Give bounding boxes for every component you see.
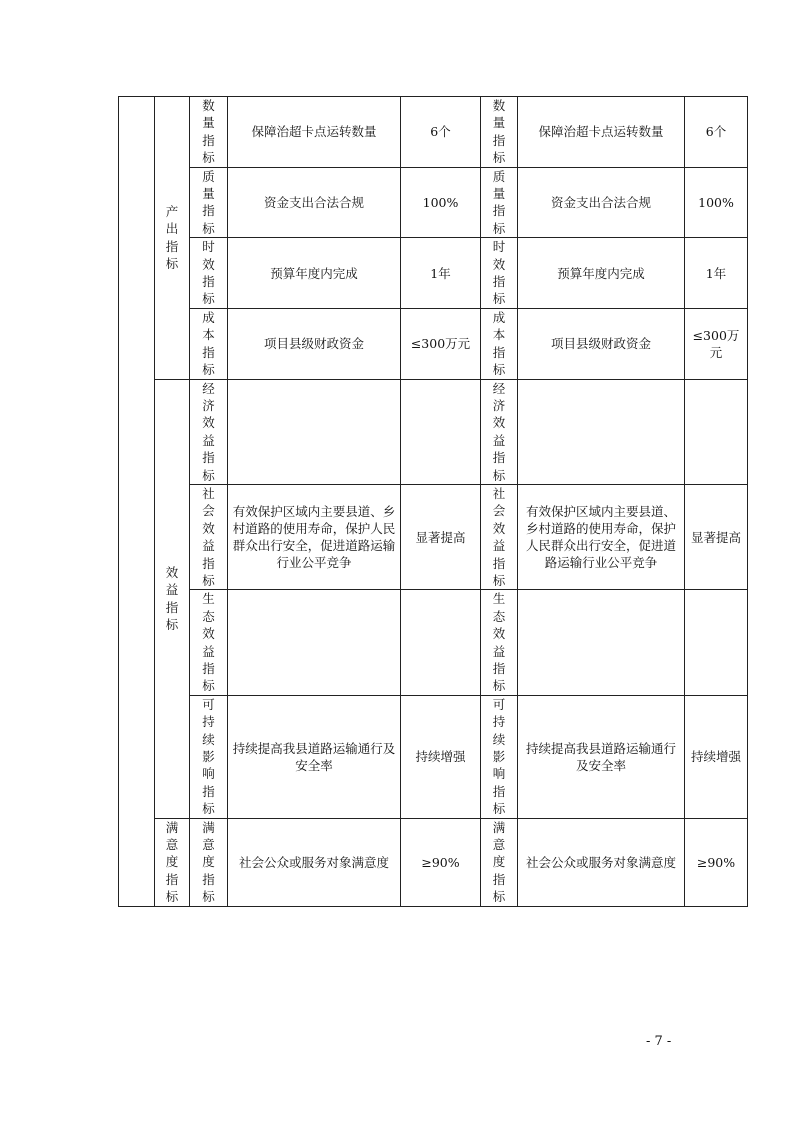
left-indicator-cell: 经济效益指标: [190, 379, 228, 484]
right-content-cell: [518, 379, 685, 484]
left-value-cell: [401, 590, 481, 695]
right-content-cell: 社会公众或服务对象满意度: [518, 818, 685, 906]
left-indicator-cell: 时效指标: [190, 238, 228, 309]
right-content-cell: 保障治超卡点运转数量: [518, 97, 685, 168]
left-value-cell: 1年: [401, 238, 481, 309]
left-value-cell: ≥90%: [401, 818, 481, 906]
table-row: [119, 695, 748, 818]
right-value-cell: 100%: [685, 167, 748, 238]
right-content-cell: 项目县级财政资金: [518, 308, 685, 379]
right-value-cell: 1年: [685, 238, 748, 309]
left-indicator-cell: 可持续影响指标: [190, 695, 228, 818]
left-content-cell: 预算年度内完成: [228, 238, 401, 309]
left-content-cell: 项目县级财政资金: [228, 308, 401, 379]
table-row: [119, 97, 748, 168]
right-value-cell: ≥90%: [685, 818, 748, 906]
right-indicator-cell: 生态效益指标: [481, 590, 518, 695]
left-indicator-cell: 成本指标: [190, 308, 228, 379]
left-content-cell: 资金支出合法合规: [228, 167, 401, 238]
left-value-cell: 持续增强: [401, 695, 481, 818]
table-row: [119, 590, 748, 695]
right-value-cell: 持续增强: [685, 695, 748, 818]
right-indicator-cell: 成本指标: [481, 308, 518, 379]
table-row: [119, 238, 748, 309]
table-row: [119, 167, 748, 238]
left-value-cell: [401, 379, 481, 484]
left-indicator-cell: 社会效益指标: [190, 484, 228, 589]
left-content-cell: 保障治超卡点运转数量: [228, 97, 401, 168]
table-row: [119, 484, 748, 589]
right-indicator-cell: 数量指标: [481, 97, 518, 168]
left-indicator-cell: 数量指标: [190, 97, 228, 168]
group-output: 产出指标: [155, 97, 190, 380]
left-value-cell: 显著提高: [401, 484, 481, 589]
right-content-cell: 持续提高我县道路运输通行及安全率: [518, 695, 685, 818]
right-content-cell: 有效保护区域内主要县道、乡村道路的使用寿命，保护人民群众出行安全，促进道路运输行业公平竞争: [518, 484, 685, 589]
right-indicator-cell: 经济效益指标: [481, 379, 518, 484]
right-value-cell: [685, 379, 748, 484]
table-row: [119, 818, 748, 906]
table-row: [119, 308, 748, 379]
right-value-cell: ≤300万元: [685, 308, 748, 379]
group-benefit: 效益指标: [155, 379, 190, 818]
right-indicator-cell: 质量指标: [481, 167, 518, 238]
left-content-cell: 持续提高我县道路运输通行及安全率: [228, 695, 401, 818]
right-indicator-cell: 时效指标: [481, 238, 518, 309]
right-content-cell: 预算年度内完成: [518, 238, 685, 309]
left-indicator-cell: 质量指标: [190, 167, 228, 238]
left-content-cell: 社会公众或服务对象满意度: [228, 818, 401, 906]
right-value-cell: 6个: [685, 97, 748, 168]
page-number: - 7 -: [646, 1034, 672, 1049]
right-value-cell: [685, 590, 748, 695]
left-content-cell: [228, 590, 401, 695]
left-indicator-cell: 生态效益指标: [190, 590, 228, 695]
left-content-cell: 有效保护区域内主要县道、乡村道路的使用寿命，保护人民群众出行安全，促进道路运输行业公平竞争: [228, 484, 401, 589]
performance-indicator-table: [118, 96, 748, 907]
first-level-blank-cell: [119, 97, 155, 907]
table-row: [119, 379, 748, 484]
left-indicator-cell: 满意度指标: [190, 818, 228, 906]
right-indicator-cell: 可持续影响指标: [481, 695, 518, 818]
right-value-cell: 显著提高: [685, 484, 748, 589]
right-content-cell: 资金支出合法合规: [518, 167, 685, 238]
right-indicator-cell: 满意度指标: [481, 818, 518, 906]
left-value-cell: 6个: [401, 97, 481, 168]
left-value-cell: 100%: [401, 167, 481, 238]
left-value-cell: ≤300万元: [401, 308, 481, 379]
group-satisfaction: 满意度指标: [155, 818, 190, 906]
left-content-cell: [228, 379, 401, 484]
right-content-cell: [518, 590, 685, 695]
right-indicator-cell: 社会效益指标: [481, 484, 518, 589]
